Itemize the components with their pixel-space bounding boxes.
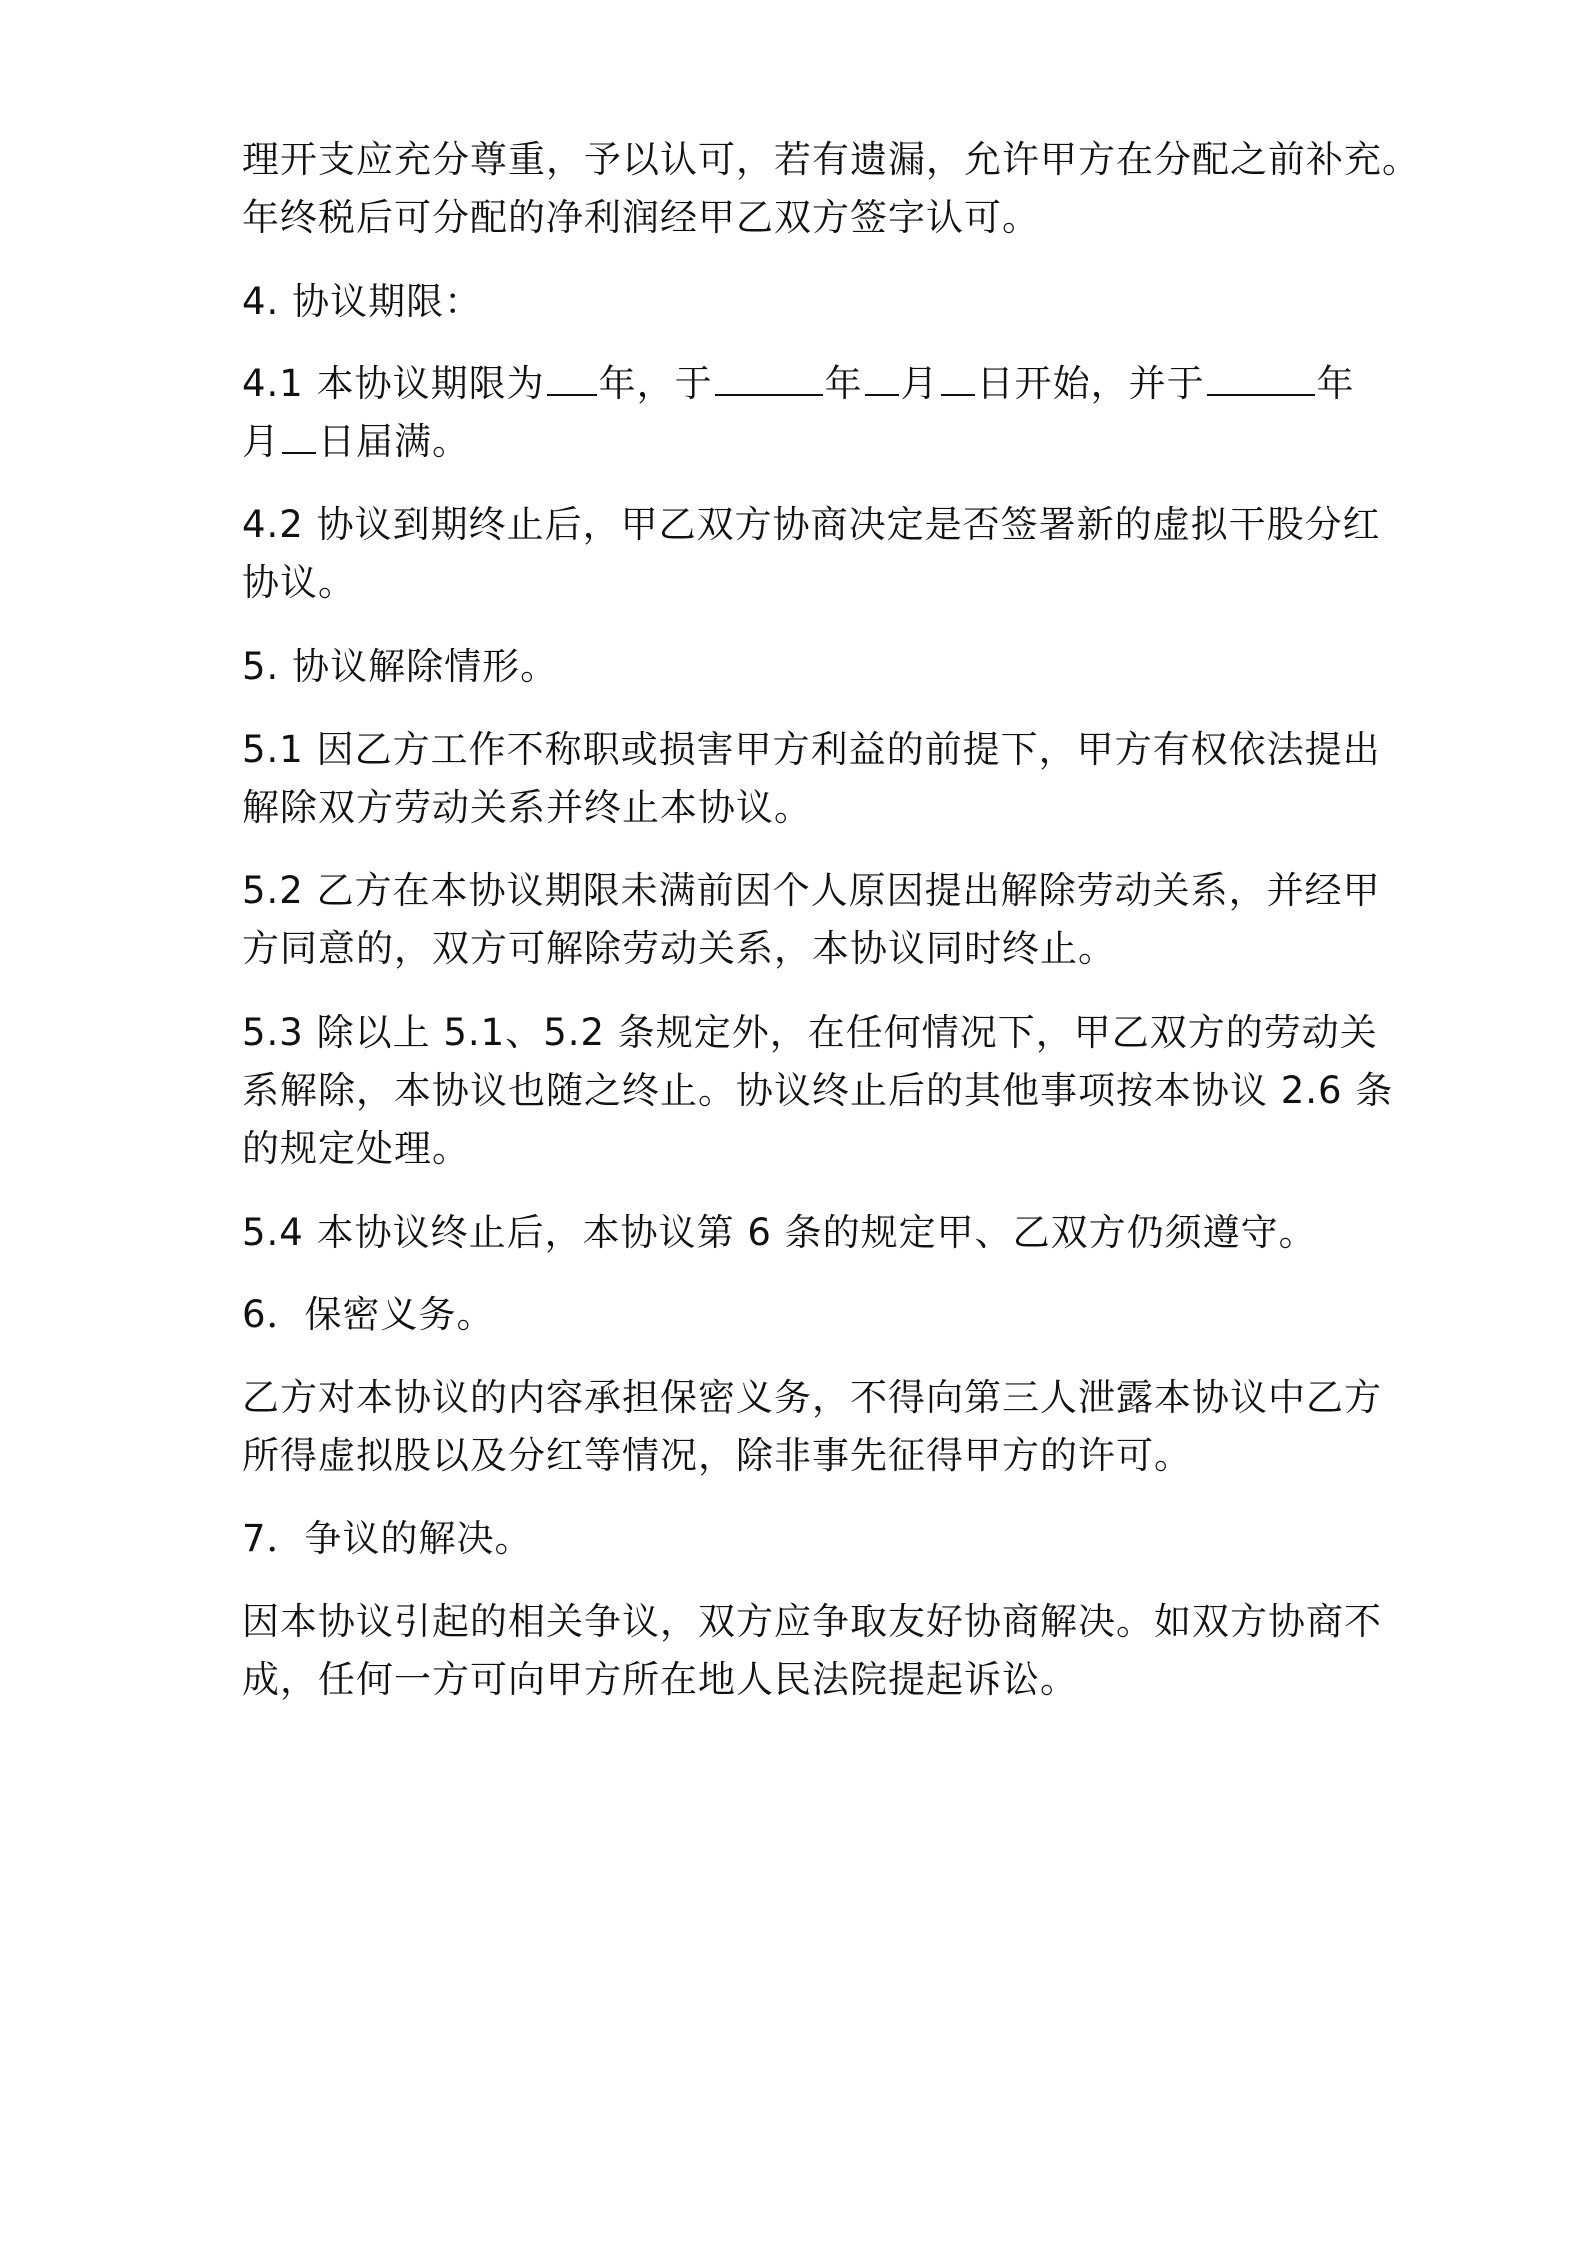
- paragraph-line: 的规定处理。: [242, 1127, 470, 1170]
- paragraph-line: 4.2 协议到期终止后，甲乙双方协商决定是否签署新的虚拟干股分红: [242, 503, 1381, 546]
- clause-4-1-line-1: [242, 359, 1355, 409]
- paragraph-line: 因本协议引起的相关争议，双方应争取友好协商解决。如双方协商不: [242, 1600, 1382, 1643]
- section-heading: 6．保密义务。: [242, 1293, 495, 1336]
- paragraph-line: 系解除，本协议也随之终止。协议终止后的其他事项按本协议 2.6 条: [242, 1069, 1394, 1112]
- paragraph-line: 方同意的，双方可解除劳动关系，本协议同时终止。: [242, 927, 1116, 970]
- section-heading: 4. 协议期限：: [242, 280, 483, 323]
- paragraph-line: 年终税后可分配的净利润经甲乙双方签字认可。: [242, 196, 1040, 239]
- blank-start-month: [865, 360, 899, 396]
- paragraph-line: 协议。: [242, 561, 356, 604]
- paragraph-line: 5.1 因乙方工作不称职或损害甲方利益的前提下，甲方有权依法提出: [242, 728, 1381, 771]
- paragraph-line: 成，任何一方可向甲方所在地人民法院提起诉讼。: [242, 1658, 1078, 1701]
- blank-start-day: [941, 360, 975, 396]
- clause-text: 4.1 本协议期限为: [242, 362, 545, 405]
- paragraph-line: 解除双方劳动关系并终止本协议。: [242, 786, 812, 829]
- clause-text: 日开始，并于: [976, 362, 1205, 405]
- clause-text: 年: [1316, 362, 1355, 405]
- blank-end-year: [1207, 360, 1315, 396]
- section-heading: 5. 协议解除情形。: [242, 645, 559, 688]
- paragraph-line: 5.4 本协议终止后，本协议第 6 条的规定甲、乙双方仍须遵守。: [242, 1211, 1317, 1254]
- paragraph-line: 5.3 除以上 5.1、5.2 条规定外，在任何情况下，甲乙双方的劳动关: [242, 1011, 1378, 1054]
- clause-4-1-line-2: [242, 417, 470, 467]
- paragraph-line: 乙方对本协议的内容承担保密义务，不得向第三人泄露本协议中乙方: [242, 1376, 1382, 1419]
- blank-years: [547, 360, 597, 396]
- paragraph-line: 所得虚拟股以及分红等情况，除非事先征得甲方的许可。: [242, 1434, 1192, 1477]
- clause-text: 年: [824, 362, 863, 405]
- clause-text: 年，于: [598, 362, 713, 405]
- clause-text: 月: [242, 420, 280, 463]
- section-heading: 7．争议的解决。: [242, 1517, 533, 1560]
- paragraph-line: 5.2 乙方在本协议期限未满前因个人原因提出解除劳动关系，并经甲: [242, 869, 1381, 912]
- paragraph-line: 理开支应充分尊重，予以认可，若有遗漏，允许甲方在分配之前补充。: [242, 138, 1420, 181]
- clause-text: 日届满。: [318, 420, 470, 463]
- clause-text: 月: [900, 362, 939, 405]
- blank-start-year: [715, 360, 823, 396]
- blank-end-day: [282, 418, 316, 454]
